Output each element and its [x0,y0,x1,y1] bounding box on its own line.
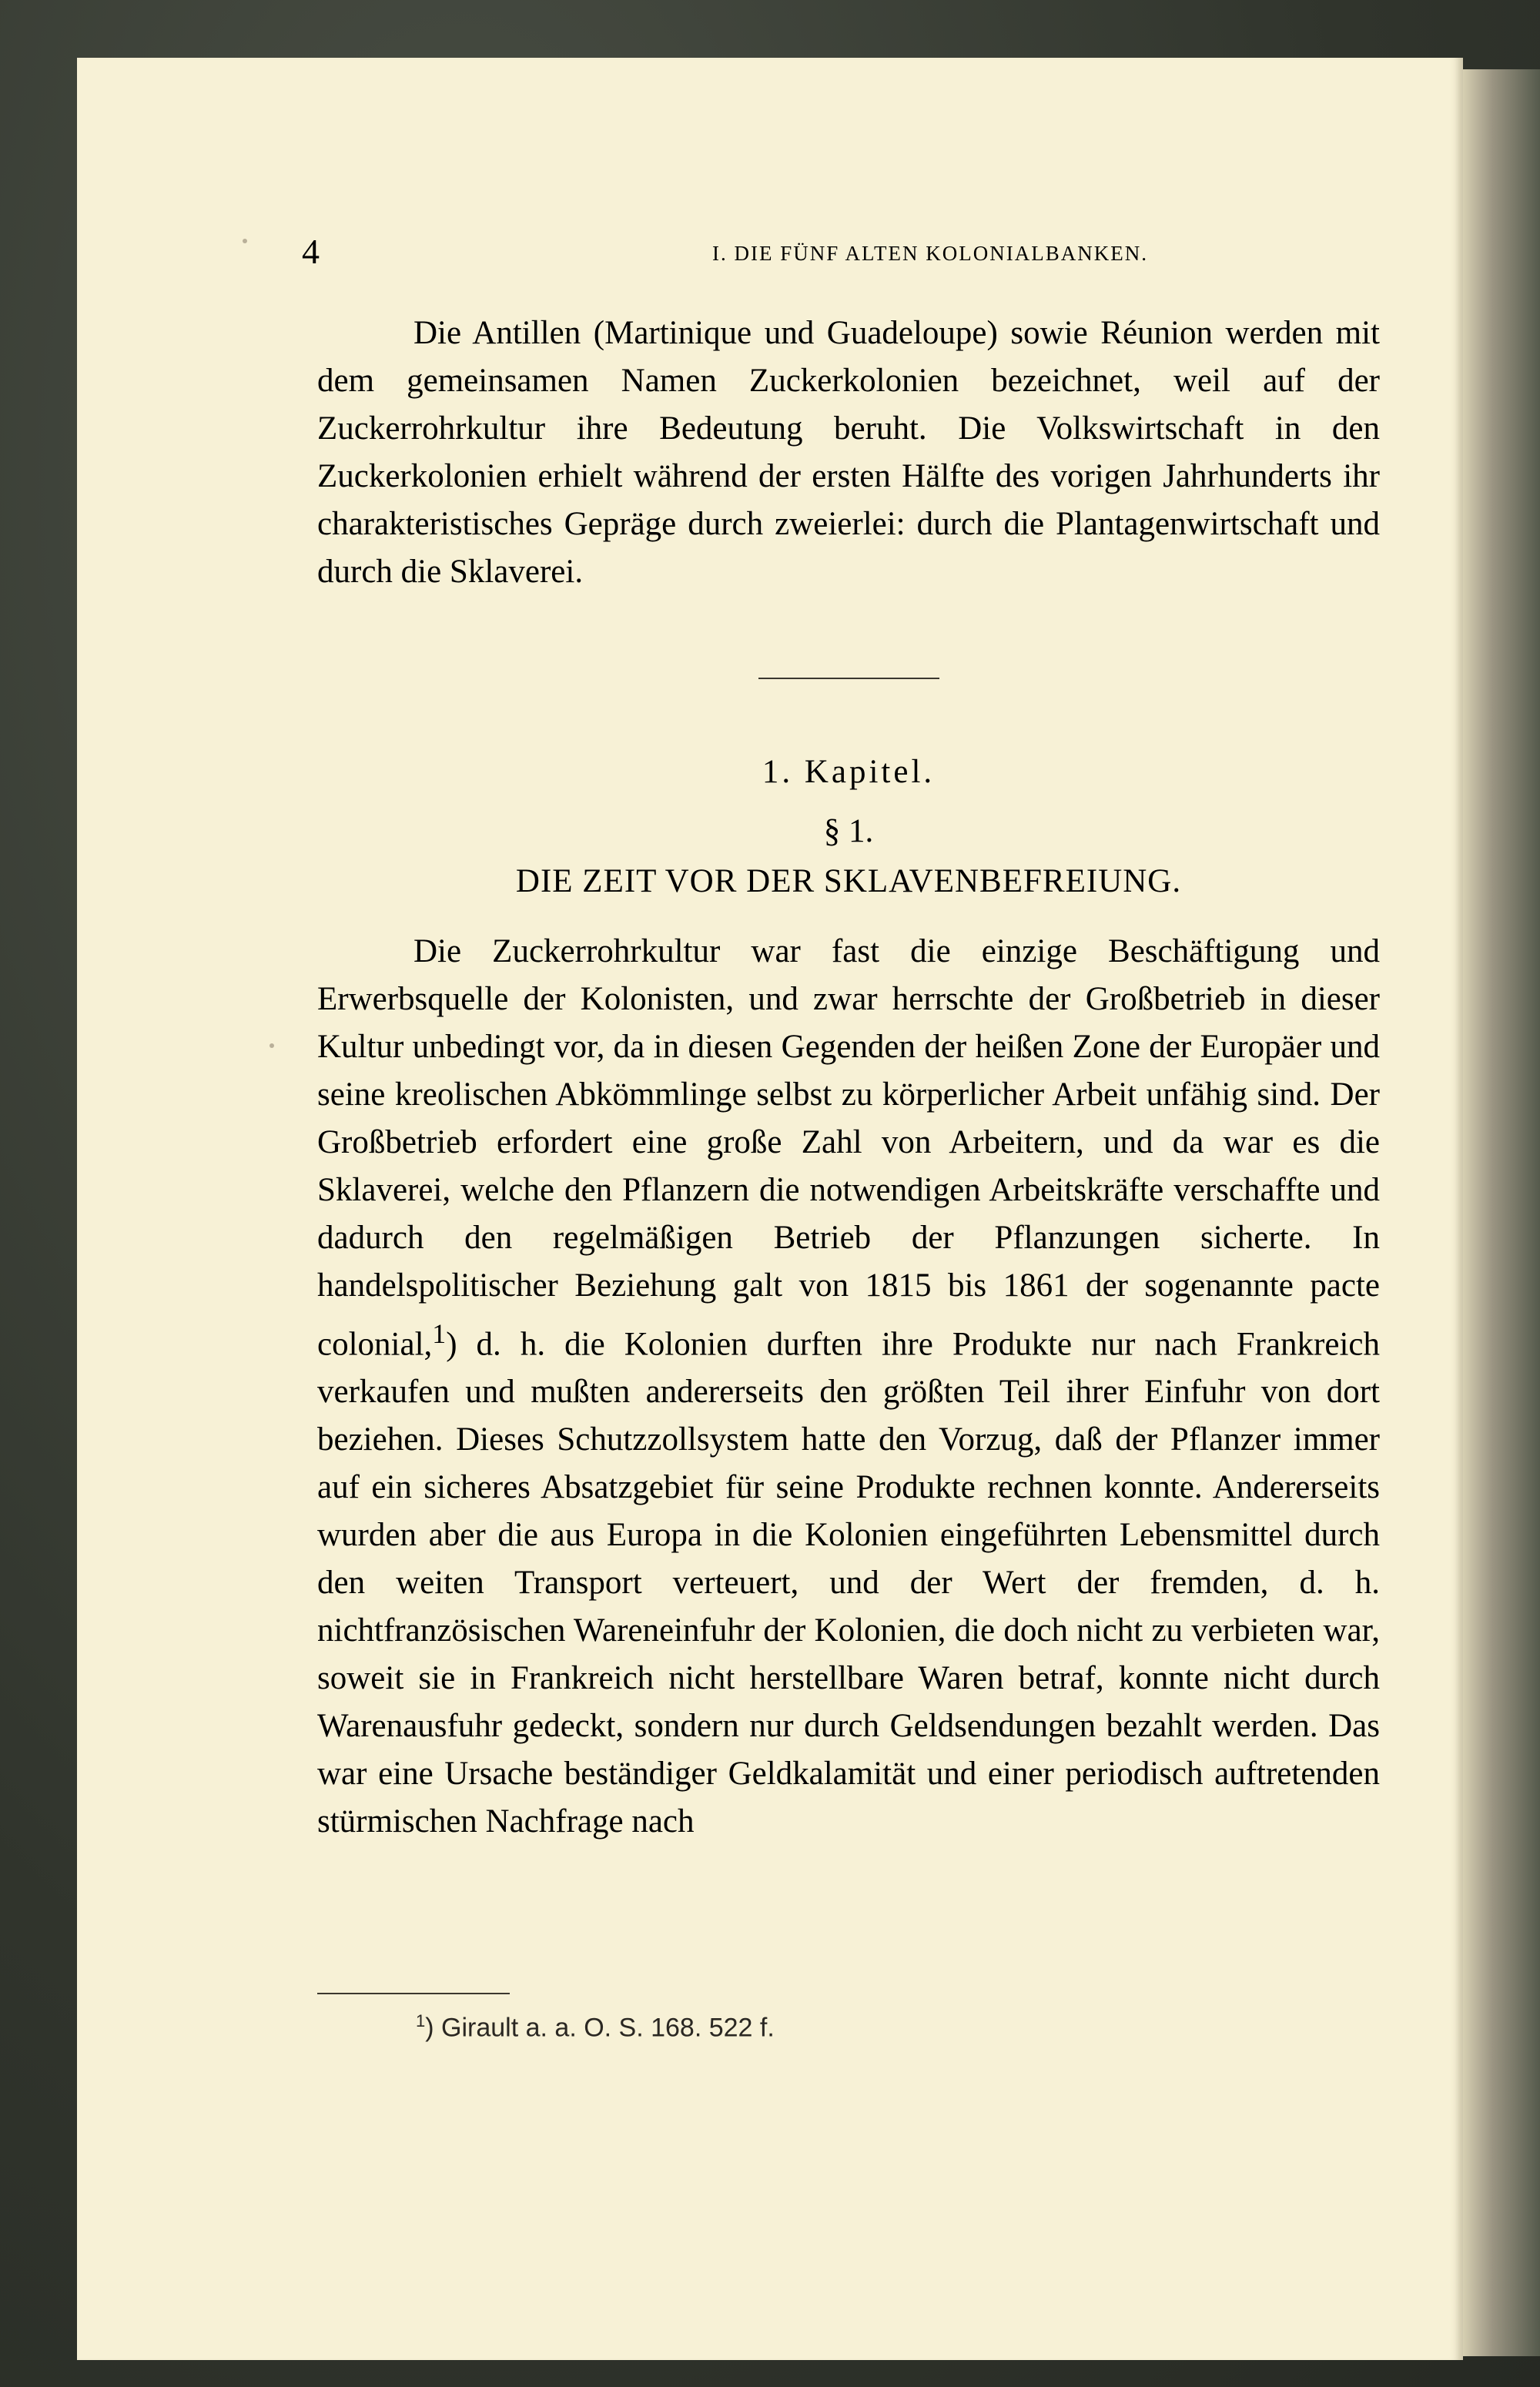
footnote-reference: 1 [432,1318,447,1349]
main-paragraph-part-1: Die Zuckerrohrkultur war fast die einzige Beschäftigung und Erwerbsquelle der Kolonisten, und zwar herrschte der Großbetrieb in dieser Kultur unbedingt vor, da in diesen Gegenden der heißen Zone der Europäer und seine kreolischen Abkömmlinge selbst zu körperlicher Arbeit unfähig sind. Der Großbetrieb erfordert eine große Zahl von Arbeitern, und da war es die Sklaverei, welche den Pflanzern die notwendigen Arbeitskräfte verschaffte und dadurch den regelmäßigen Betrieb der Pflanzungen sicherte. In handelspolitischer Beziehung galt von 1815 bis 1861 der sogenannte pacte colonial, [317,933,1380,1363]
footnote-marker: 1 [416,2011,426,2030]
section-divider [758,678,939,679]
chapter-title: 1. Kapitel. [762,754,936,790]
running-head: I. DIE FÜNF ALTEN KOLONIALBANKEN. [712,242,1148,265]
intro-paragraph: Die Antillen (Martinique und Guadeloupe) sowie Réunion werden mit dem gemeinsamen Namen Zuckerkolonien bezeichnet, weil auf der Zuckerrohrkultur ihre Bedeutung beruht. Die Volkswirtschaft in den Zuckerkolonien erhielt während der ersten Hälfte des vorigen Jahrhunderts ihr charakteristisches Gepräge durch zweierlei: durch die Plantagenwirtschaft und durch die Sklaverei. [317,315,1380,590]
main-paragraph [317,928,1380,1846]
footnote-divider [317,1993,510,1994]
section-heading: DIE ZEIT VOR DER SKLAVENBEFREIUNG. [515,863,1182,899]
page-edge [1461,69,1540,2356]
page-number: 4 [302,232,320,271]
footnote [416,2011,775,2043]
section-number: § 1. [823,813,874,849]
paper-speck [270,1043,274,1048]
page-header [231,231,1386,277]
footnote-text: ) Girault a. a. O. S. 168. 522 f. [425,2013,775,2043]
main-paragraph-part-2: ) d. h. die Kolonien durften ihre Produkte nur nach Frankreich verkaufen und mußten andererseits den größten Teil ihrer Einfuhr von dort beziehen. Dieses Schutzzollsystem hatte den Vorzug, daß der Pflanzer immer auf ein sicheres Absatzgebiet für seine Produkte rechnen konnte. Andererseits wurden aber die aus Europa in die Kolonien eingeführten Lebensmittel durch den weiten Transport verteuert, und der Wert der fremden, d. h. nichtfranzösischen Wareneinfuhr der Kolonien, die doch nicht zu verbieten war, soweit sie in Frankreich nicht herstellbare Waren betraf, konnte nicht durch Warenausfuhr gedeckt, sondern nur durch Geldsendungen bezahlt werden. Das war eine Ursache beständiger Geldkalamität und einer periodisch auftretenden stürmischen Nachfrage nach [317,1326,1380,1840]
